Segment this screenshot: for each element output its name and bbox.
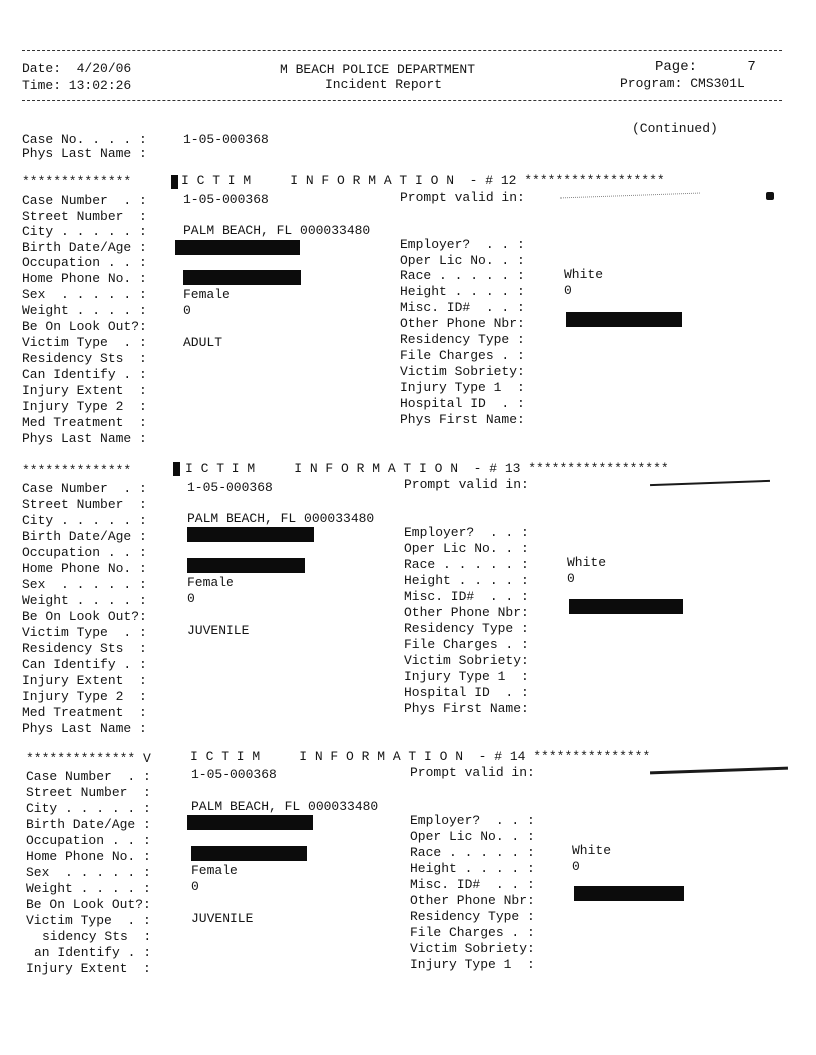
city-value: PALM BEACH, FL 000033480	[183, 223, 371, 238]
label-injury-type-1: Injury Type 1 :	[400, 380, 525, 395]
label-other-phone: Other Phone Nbr:	[400, 316, 525, 331]
prompt-valid-label: Prompt valid in:	[400, 190, 525, 205]
label-victim-sobriety: Victim Sobriety:	[400, 364, 525, 379]
label-case-number: Case Number . :	[26, 769, 151, 784]
label-weight: Weight . . . . :	[22, 593, 147, 608]
label-hospital-id: Hospital ID . :	[400, 396, 525, 411]
label-occupation: Occupation . . :	[26, 833, 151, 848]
sex-value: Female	[183, 287, 230, 302]
redaction-bar	[173, 462, 180, 476]
label-case-number: Case Number . :	[22, 193, 147, 208]
victim-type-value: JUVENILE	[187, 623, 250, 638]
label-other-phone: Other Phone Nbr:	[410, 893, 535, 908]
illegible-scribble	[650, 767, 788, 775]
prompt-valid-label: Prompt valid in:	[404, 477, 529, 492]
label-injury-type-2: Injury Type 2 :	[22, 689, 147, 704]
label-injury-type-1: Injury Type 1 :	[404, 669, 529, 684]
label-misc-id: Misc. ID# . . :	[410, 877, 535, 892]
label-residency-sts: Residency Sts :	[22, 351, 147, 366]
label-sex: Sex . . . . . :	[22, 287, 147, 302]
label-employer: Employer? . . :	[404, 525, 529, 540]
victim-type-value: JUVENILE	[191, 911, 254, 926]
label-street-number: Street Number :	[22, 497, 147, 512]
height-value: 0	[564, 283, 572, 298]
label-case-number: Case Number . :	[22, 481, 147, 496]
label-home-phone: Home Phone No. :	[22, 561, 147, 576]
label-injury-type-2: Injury Type 2 :	[22, 399, 147, 414]
case-no-value: 1-05-000368	[183, 132, 269, 147]
label-occupation: Occupation . . :	[22, 545, 147, 560]
label-injury-extent: Injury Extent :	[26, 961, 151, 976]
redaction-bar	[171, 175, 178, 189]
label-race: Race . . . . . :	[400, 268, 525, 283]
label-birth-date-age: Birth Date/Age :	[22, 529, 147, 544]
label-be-on-look-out: Be On Look Out?:	[26, 897, 151, 912]
prompt-valid-label: Prompt valid in:	[410, 765, 535, 780]
label-file-charges: File Charges . :	[410, 925, 535, 940]
label-victim-sobriety: Victim Sobriety:	[410, 941, 535, 956]
illegible-scribble	[560, 193, 700, 199]
label-home-phone: Home Phone No. :	[26, 849, 151, 864]
continued-note: (Continued)	[632, 121, 718, 136]
sex-value: Female	[191, 863, 238, 878]
label-city: City . . . . . :	[22, 513, 147, 528]
label-sex: Sex . . . . . :	[22, 577, 147, 592]
city-value: PALM BEACH, FL 000033480	[191, 799, 379, 814]
case-no-label: Case No. . . . :	[22, 132, 147, 147]
race-value: White	[572, 843, 612, 858]
label-other-phone: Other Phone Nbr:	[404, 605, 529, 620]
label-misc-id: Misc. ID# . . :	[400, 300, 525, 315]
victim-type-value: ADULT	[183, 335, 223, 350]
label-occupation: Occupation . . :	[22, 255, 147, 270]
label-victim-type: Victim Type . :	[22, 335, 147, 350]
city-value: PALM BEACH, FL 000033480	[187, 511, 375, 526]
header-bottom-rule	[22, 100, 782, 101]
victim-banner-title: I C T I M I N F O R M A T I O N - # 14 ***************	[190, 749, 651, 764]
weight-value: 0	[187, 591, 195, 606]
label-race: Race . . . . . :	[410, 845, 535, 860]
label-height: Height . . . . :	[400, 284, 525, 299]
label-phys-last-name: Phys Last Name :	[22, 721, 147, 736]
race-value: White	[567, 555, 607, 570]
victim-banner-stars: ************** V	[26, 751, 151, 766]
label-height: Height . . . . :	[404, 573, 529, 588]
report-date: Date: 4/20/06	[22, 61, 132, 76]
label-victim-sobriety: Victim Sobriety:	[404, 653, 529, 668]
label-file-charges: File Charges . :	[404, 637, 529, 652]
label-weight: Weight . . . . :	[22, 303, 147, 318]
label-med-treatment: Med Treatment :	[22, 705, 147, 720]
height-value: 0	[572, 859, 580, 874]
label-sex: Sex . . . . . :	[26, 865, 151, 880]
label-phys-first-name: Phys First Name:	[404, 701, 529, 716]
label-residency-type: Residency Type :	[410, 909, 535, 924]
case-number-value: 1-05-000368	[183, 192, 269, 207]
report-title: Incident Report	[325, 77, 443, 92]
label-injury-extent: Injury Extent :	[22, 383, 147, 398]
redaction-bar	[187, 527, 314, 542]
phys-last-name-label: Phys Last Name :	[22, 146, 147, 161]
label-injury-type-1: Injury Type 1 :	[410, 957, 535, 972]
race-value: White	[564, 267, 604, 282]
label-employer: Employer? . . :	[410, 813, 535, 828]
label-be-on-look-out: Be On Look Out?:	[22, 319, 147, 334]
weight-value: 0	[191, 879, 199, 894]
weight-value: 0	[183, 303, 191, 318]
sex-value: Female	[187, 575, 234, 590]
label-injury-extent: Injury Extent :	[22, 673, 147, 688]
department-name: M BEACH POLICE DEPARTMENT	[280, 62, 476, 77]
redaction-bar	[187, 558, 305, 573]
redaction-bar	[569, 599, 683, 614]
label-residency-type: Residency Type :	[404, 621, 529, 636]
redaction-bar	[175, 240, 300, 255]
label-phys-first-name: Phys First Name:	[400, 412, 525, 427]
label-city: City . . . . . :	[22, 224, 147, 239]
label-race: Race . . . . . :	[404, 557, 529, 572]
victim-banner-title: I C T I M I N F O R M A T I O N - # 13 ******************	[185, 461, 669, 476]
label-file-charges: File Charges . :	[400, 348, 525, 363]
label-can-identify: Can Identify . :	[22, 657, 147, 672]
page-number: Page: 7	[655, 59, 756, 75]
label-birth-date-age: Birth Date/Age :	[26, 817, 151, 832]
label-victim-type: Victim Type . :	[22, 625, 147, 640]
label-street-number: Street Number :	[26, 785, 151, 800]
label-street-number: Street Number :	[22, 209, 147, 224]
label-can-identify-partial: an Identify . :	[34, 945, 152, 960]
label-weight: Weight . . . . :	[26, 881, 151, 896]
program-id: Program: CMS301L	[620, 76, 745, 91]
illegible-scribble	[650, 480, 770, 486]
victim-banner-stars: **************	[22, 174, 132, 189]
victim-banner-title: I C T I M I N F O R M A T I O N - # 12 ******************	[181, 173, 665, 188]
report-time: Time: 13:02:26	[22, 78, 132, 93]
label-residency-type: Residency Type :	[400, 332, 525, 347]
ink-mark	[766, 192, 774, 200]
victim-banner-stars: **************	[22, 463, 132, 478]
redaction-bar	[574, 886, 684, 901]
height-value: 0	[567, 571, 575, 586]
label-residency-sts-partial: sidency Sts :	[42, 929, 152, 944]
label-height: Height . . . . :	[410, 861, 535, 876]
label-oper-lic: Oper Lic No. . :	[404, 541, 529, 556]
case-number-value: 1-05-000368	[187, 480, 273, 495]
case-number-value: 1-05-000368	[191, 767, 277, 782]
redaction-bar	[187, 815, 313, 830]
header-top-rule	[22, 50, 782, 51]
label-phys-last-name: Phys Last Name :	[22, 431, 147, 446]
label-city: City . . . . . :	[26, 801, 151, 816]
label-misc-id: Misc. ID# . . :	[404, 589, 529, 604]
label-hospital-id: Hospital ID . :	[404, 685, 529, 700]
redaction-bar	[191, 846, 307, 861]
redaction-bar	[566, 312, 682, 327]
label-can-identify: Can Identify . :	[22, 367, 147, 382]
label-birth-date-age: Birth Date/Age :	[22, 240, 147, 255]
label-be-on-look-out: Be On Look Out?:	[22, 609, 147, 624]
label-victim-type: Victim Type . :	[26, 913, 151, 928]
label-home-phone: Home Phone No. :	[22, 271, 147, 286]
redaction-bar	[183, 270, 301, 285]
label-oper-lic: Oper Lic No. . :	[400, 253, 525, 268]
label-oper-lic: Oper Lic No. . :	[410, 829, 535, 844]
label-employer: Employer? . . :	[400, 237, 525, 252]
label-med-treatment: Med Treatment :	[22, 415, 147, 430]
label-residency-sts: Residency Sts :	[22, 641, 147, 656]
